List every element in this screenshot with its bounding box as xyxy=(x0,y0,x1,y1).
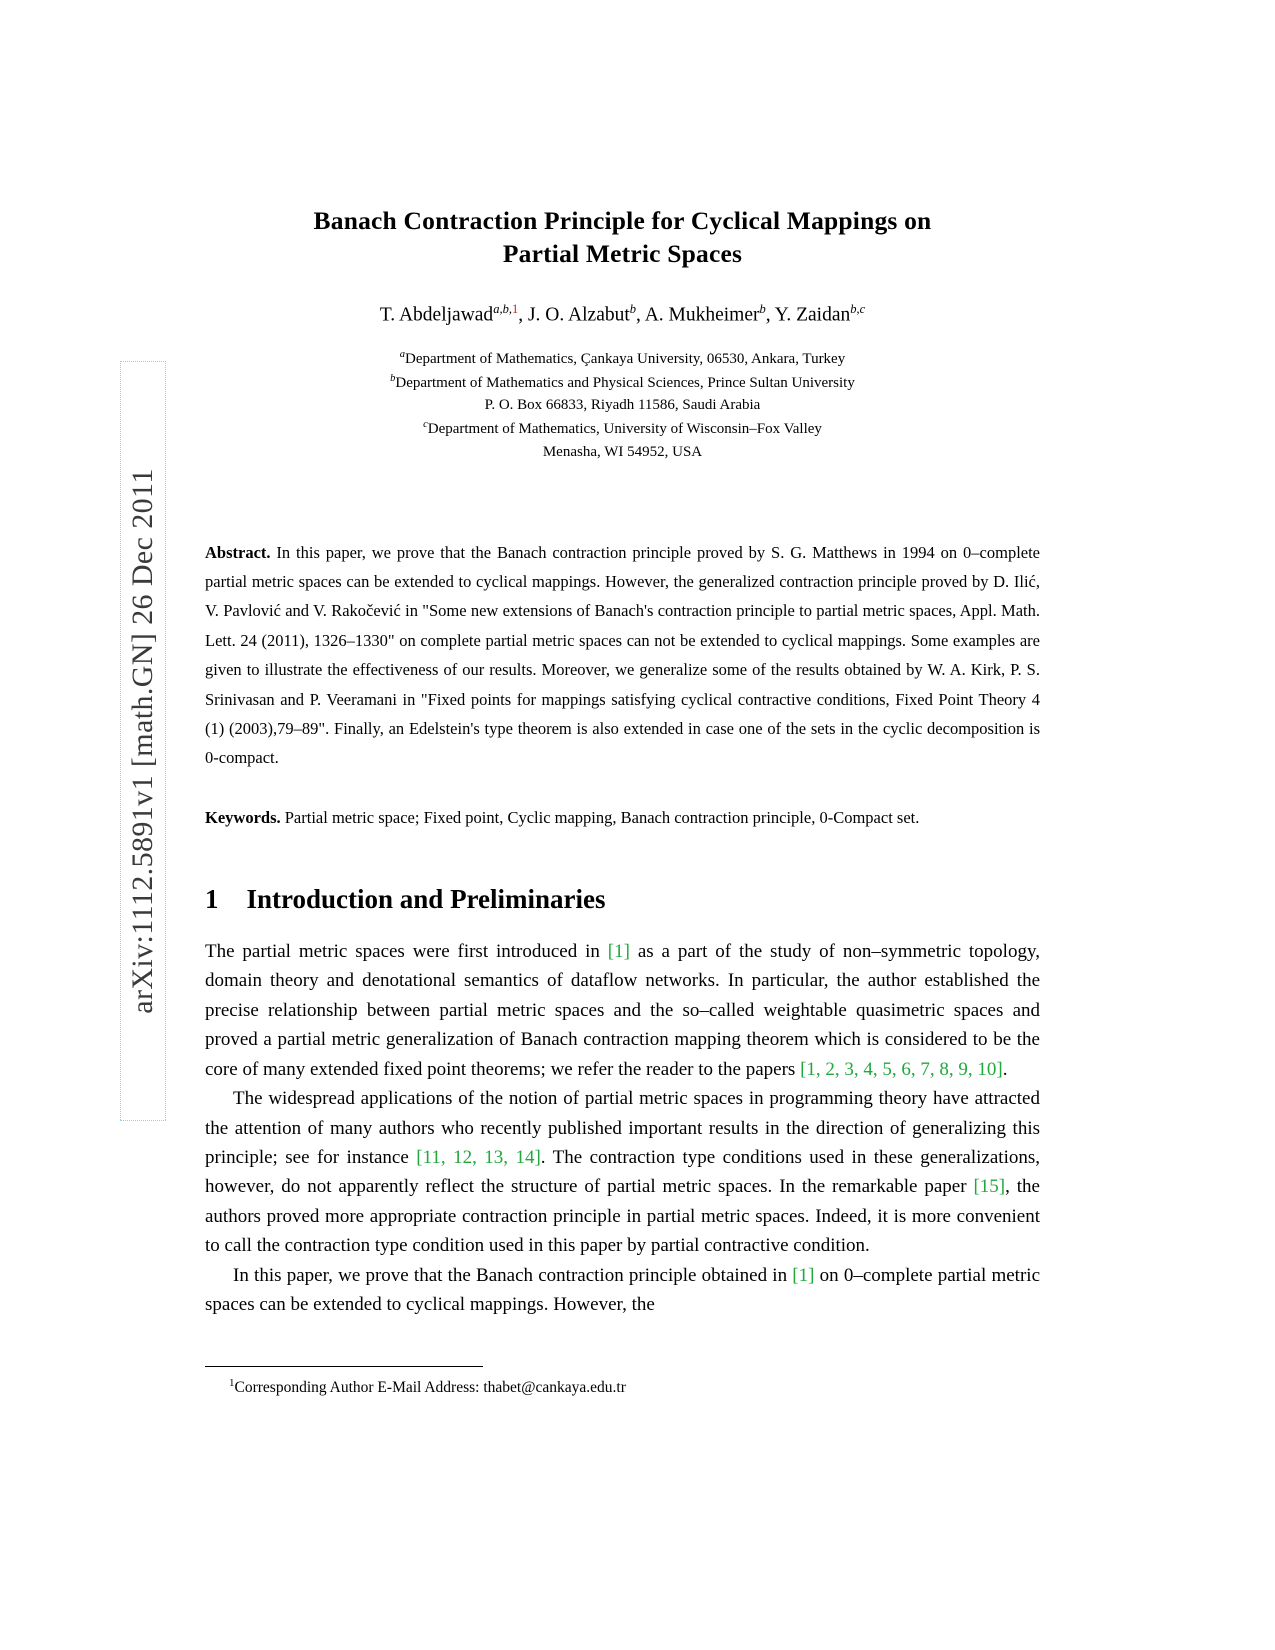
p2-text-b: . The contraction type conditions used in these generalizations, however, do not apparently reflect the structure of partial metric spaces. In the remarkable paper xyxy=(205,1147,1040,1198)
paragraph-3 xyxy=(205,1261,1040,1320)
p1-text-a: The partial metric spaces were first introduced in xyxy=(205,940,608,962)
introduction-body xyxy=(205,937,1040,1320)
author-3-name: , A. Mukheimer xyxy=(636,304,760,326)
affiliation-mark: a xyxy=(399,348,406,360)
abstract-section xyxy=(205,538,1040,773)
p3-text-b: on 0–complete partial metric spaces can be extended to cyclical mappings. However, the xyxy=(205,1264,1040,1316)
section-number: 1 xyxy=(205,883,219,914)
affiliation-text: P. O. Box 66833, Riyadh 11586, Saudi Arabia xyxy=(484,397,761,414)
citation-link[interactable]: [1, 2, 3, 4, 5, 6, 7, 8, 9, 10] xyxy=(800,1058,1003,1080)
citation-link[interactable]: [1] xyxy=(792,1264,815,1286)
citation-link[interactable]: [11, 12, 13, 14] xyxy=(416,1147,541,1169)
p2-text-a: The widespread applications of the notion of partial metric spaces in programming theory have attracted the attention of many authors who recently published important results in the direction of generalizing this principle; see for instance xyxy=(205,1088,1040,1169)
footnote-rule xyxy=(205,1366,483,1367)
author-1-name: T. Abdeljawad xyxy=(379,304,494,326)
footnote-text: Corresponding Author E-Mail Address: thabet@cankaya.edu.tr xyxy=(234,1379,626,1397)
abstract-text: In this paper, we prove that the Banach contraction principle proved by S. G. Matthews in 1994 on 0–complete partial metric spaces can be extended to cyclical mappings. However, the generalized contraction principle proved by D. Ilić, V. Pavlović and V. Rakočević in "Some new extensions of Banach's contraction principle to partial metric spaces, Appl. Math. Lett. 24 (2011), 1326–1330" on complete partial metric spaces can not be extended to cyclical mappings. Some examples are given to illustrate the effectiveness of our results. Moreover, we generalize some of the results obtained by W. A. Kirk, P. S. Srinivasan and P. Veeramani in "Fixed points for mappings satisfying cyclical contractive conditions, Fixed Point Theory 4 (1) (2003),79–89". Finally, an Edelstein's type theorem is also extended in case one of the sets in the cyclic decomposition is 0-compact. xyxy=(205,542,1041,768)
affiliation-line xyxy=(205,347,1040,371)
affiliation-line xyxy=(205,394,1040,417)
author-1-affil-mark: a,b, xyxy=(493,302,512,317)
p3-text-a: In this paper, we prove that the Banach contraction principle obtained in xyxy=(233,1264,793,1286)
p2-text-c: , the authors proved more appropriate contraction principle in partial metric spaces. Indeed, it is more convenient to call the contraction type condition used in this paper by partial contractive condition. xyxy=(205,1176,1040,1257)
affiliation-mark: b xyxy=(390,372,396,384)
citation-link[interactable]: [15] xyxy=(973,1176,1006,1198)
affiliation-text: Department of Mathematics and Physical Sciences, Prince Sultan University xyxy=(395,374,855,391)
affiliation-line xyxy=(205,441,1040,464)
keywords-text: Partial metric space; Fixed point, Cyclic mapping, Banach contraction principle, 0-Compact set. xyxy=(284,807,920,827)
citation-link[interactable]: [1] xyxy=(607,940,630,962)
footnote-mark: 1 xyxy=(229,1377,235,1389)
author-2-affil-mark: b xyxy=(629,302,637,317)
arxiv-identifier-stamp xyxy=(120,361,166,1121)
affiliation-text: Department of Mathematics, University of Wisconsin–Fox Valley xyxy=(427,421,822,438)
section-heading xyxy=(205,884,1040,915)
author-4-name: , Y. Zaidan xyxy=(765,304,851,326)
abstract-label: Abstract. xyxy=(205,542,271,562)
paragraph-1 xyxy=(205,937,1040,1084)
paragraph-2 xyxy=(205,1084,1040,1261)
author-3-affil-mark: b xyxy=(759,302,766,317)
author-4-affil-mark: b,c xyxy=(850,302,866,317)
keywords-section xyxy=(205,803,1040,832)
corresponding-author-footnote-mark[interactable]: 1 xyxy=(511,302,519,317)
affiliation-line xyxy=(205,417,1040,441)
affiliation-line xyxy=(205,371,1040,395)
p1-text-b: as a part of the study of non–symmetric topology, domain theory and denotational semantics of dataflow networks. In particular, the author established the precise relationship between partial metric spaces and the so–called weightable quasimetric spaces and proved a partial metric generalization of Banach contraction mapping theorem which is considered to be the core of many extended fixed point theorems; we refer the reader to the papers xyxy=(205,940,1040,1080)
paper-page xyxy=(205,0,1040,1650)
author-list xyxy=(205,302,1040,327)
arxiv-identifier-text: arXiv:1112.5891v1 [math.GN] 26 Dec 2011 xyxy=(126,468,159,1014)
title-line-1: Banach Contraction Principle for Cyclical Mappings on xyxy=(313,206,932,235)
footnote xyxy=(229,1377,626,1397)
p1-text-c: . xyxy=(1002,1058,1008,1080)
section-title: Introduction and Preliminaries xyxy=(246,883,606,914)
affiliation-mark: c xyxy=(423,419,428,431)
affiliation-text: Department of Mathematics, Çankaya University, 06530, Ankara, Turkey xyxy=(405,350,846,367)
affiliation-block xyxy=(205,347,1040,464)
affiliation-text: Menasha, WI 54952, USA xyxy=(542,443,703,460)
page-title xyxy=(205,205,1040,270)
title-line-2: Partial Metric Spaces xyxy=(502,238,743,268)
author-2-name: , J. O. Alzabut xyxy=(518,304,630,326)
keywords-label: Keywords. xyxy=(205,807,281,827)
